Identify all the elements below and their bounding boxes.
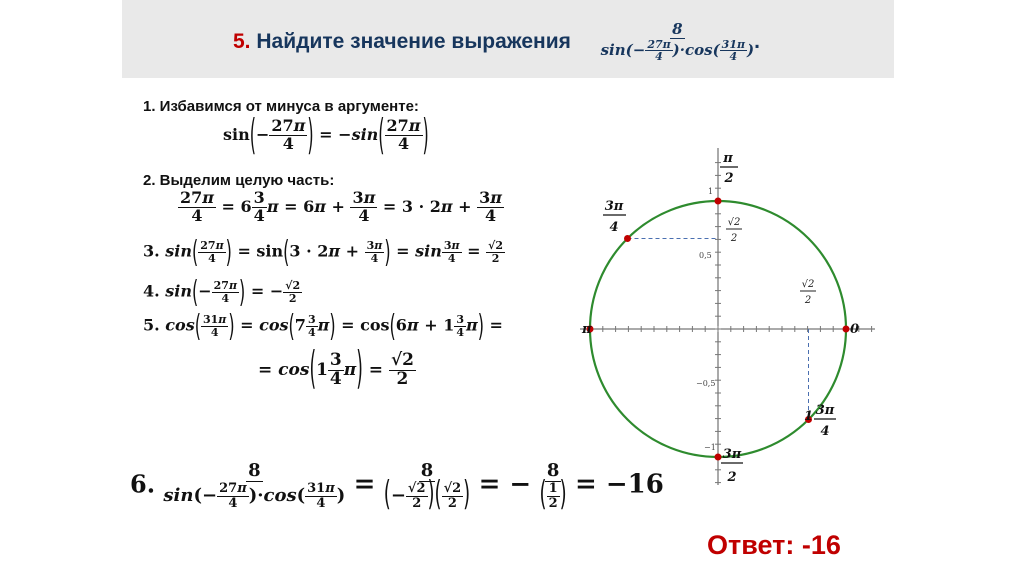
label-1-3pi-4-whole: 1 bbox=[804, 409, 814, 424]
slide-title: 5. Найдите значение выражения 8 sin(− $\frac{27\pi}{4}$ )·cos( $\frac{31\pi}{4}$ ) . bbox=[233, 20, 760, 64]
step-4-equation: 4. sin(− $\frac{27\pi}{4}$ ) = − $\frac{√2}{2}$ bbox=[143, 272, 301, 310]
label-3pi-half-den: 2 bbox=[727, 470, 737, 485]
label-3pi-half-num: 3π bbox=[722, 447, 742, 462]
label-zero: 0 bbox=[850, 322, 860, 337]
task-number: 5. bbox=[233, 29, 251, 53]
point-3pi-4 bbox=[624, 235, 631, 242]
label-3pi-4-den: 4 bbox=[609, 220, 619, 235]
point-zero bbox=[843, 326, 850, 333]
step-5-equation-line1: 5. cos( $\frac{31\pi}{4}$ ) = cos(7 $\frac{3}{4}$ π) = cos(6π + 1 $\frac{3}{4}$ π) = bbox=[143, 306, 503, 344]
tick-label-minus-one: −1 bbox=[704, 443, 716, 452]
tick-label-half: 0,5 bbox=[699, 251, 712, 260]
label-sqrt2-top-den: 2 bbox=[730, 233, 738, 244]
task-text: Найдите значение выражения bbox=[256, 29, 571, 53]
label-sqrt2-right-den: 2 bbox=[804, 295, 812, 306]
step-5-equation-line2: = cos(1 $\frac{3}{4}$ π) = $\frac{√2}{2}$ bbox=[258, 343, 414, 396]
point-3pi-half bbox=[715, 454, 722, 461]
label-1-3pi-4-num: 3π bbox=[815, 403, 835, 418]
axes bbox=[580, 148, 875, 485]
label-3pi-4-num: 3π bbox=[604, 199, 624, 214]
label-sqrt2-top-num: √2 bbox=[727, 217, 741, 228]
tick-label-one: 1 bbox=[708, 187, 714, 196]
label-pi-half-den: 2 bbox=[724, 171, 734, 186]
unit-circle-figure bbox=[560, 140, 880, 492]
step-2-equation: $\frac{27\pi}{4}$ = 6 $\frac{3}{4}$ π = 6π + $\frac{3\pi}{4}$ = 3 · 2π + $\frac{3\pi}{4}$ bbox=[180, 188, 502, 225]
step-1-equation: sin(− $\frac{27\pi}{4}$ ) = −sin( $\frac{27\pi}{4}$ ) bbox=[223, 109, 429, 159]
step-1-title: 1. Избавимся от минуса в аргументе: bbox=[143, 98, 419, 115]
label-1-3pi-4-den: 4 bbox=[820, 424, 830, 439]
label-pi-half-num: π bbox=[723, 151, 733, 166]
tick-label-minus-half: −0,5 bbox=[696, 379, 716, 388]
point-pi-half bbox=[715, 198, 722, 205]
answer-text: Ответ: -16 bbox=[707, 530, 841, 560]
label-pi: π bbox=[582, 322, 592, 337]
step-6-equation: 6. 8 sin(− $\frac{27\pi}{4}$ )·cos( $\frac{31\pi}{4}$ ) = 8 (− $\frac{√2}{2}$ )( $\frac{√2}{2}$ ) = − 8 ( $\frac{1}{2}$ ) = −16 bbox=[130, 460, 664, 515]
step-2-title: 2. Выделим целую часть: bbox=[143, 172, 335, 189]
label-sqrt2-right-num: √2 bbox=[801, 279, 815, 290]
task-expression: 8 sin(− $\frac{27\pi}{4}$ )·cos( $\frac{31\pi}{4}$ ) bbox=[600, 20, 755, 64]
step-3-equation: 3. sin( $\frac{27\pi}{4}$ ) = sin(3 · 2π + $\frac{3\pi}{4}$ ) = sin $\frac{3\pi}{4}$ = $\frac{√2}{2}$ bbox=[143, 232, 504, 270]
